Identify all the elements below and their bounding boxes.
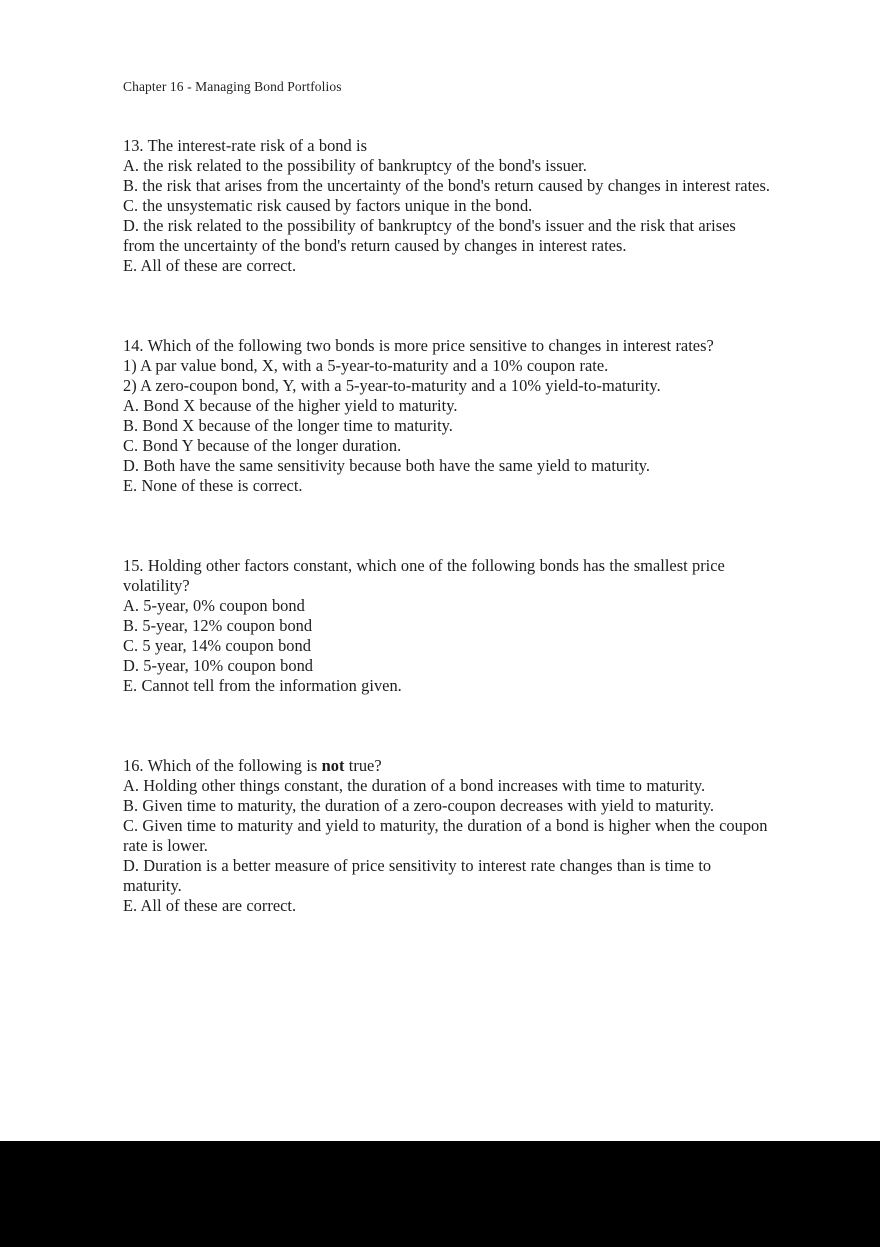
- question-13-option-b: B. the risk that arises from the uncertainty of the bond's return caused by changes in interest rates.: [123, 176, 770, 195]
- question-15-option-d: D. 5-year, 10% coupon bond: [123, 656, 314, 675]
- question-16-option-b: B. Given time to maturity, the duration of a zero-coupon decreases with yield to maturity.: [123, 796, 715, 815]
- question-16-option-d: D. Duration is a better measure of price sensitivity to interest rate changes than is time to maturity.: [123, 856, 712, 895]
- page-header-chapter-title: Chapter 16 - Managing Bond Portfolios: [123, 79, 342, 94]
- question-14-option-d: D. Both have the same sensitivity because both have the same yield to maturity.: [123, 456, 651, 475]
- question-16-stem-after: true?: [344, 756, 382, 775]
- question-block-14: [123, 336, 771, 496]
- question-13-option-c: C. the unsystematic risk caused by factors unique in the bond.: [123, 196, 533, 215]
- question-block-16: [123, 756, 771, 916]
- question-stem-16: [123, 756, 771, 776]
- question-16-option-c: C. Given time to maturity and yield to maturity, the duration of a bond is higher when the coupon rate is lower.: [123, 816, 768, 855]
- question-block-13: [123, 136, 771, 276]
- question-13-option-e: E. All of these are correct.: [123, 256, 297, 275]
- question-14-subitem-1: 1) A par value bond, X, with a 5-year-to-maturity and a 10% coupon rate.: [123, 356, 609, 375]
- question-15-option-b: B. 5-year, 12% coupon bond: [123, 616, 313, 635]
- question-14-subitem-2: 2) A zero-coupon bond, Y, with a 5-year-to-maturity and a 10% yield-to-maturity.: [123, 376, 661, 395]
- question-14-option-b: B. Bond X because of the longer time to maturity.: [123, 416, 453, 435]
- question-14-option-a: A. Bond X because of the higher yield to maturity.: [123, 396, 458, 415]
- question-15-option-c: C. 5 year, 14% coupon bond: [123, 636, 311, 655]
- question-15-option-e: E. Cannot tell from the information given.: [123, 676, 402, 695]
- question-16-stem-emphasis: not: [321, 756, 345, 775]
- question-stem-13: 13. The interest-rate risk of a bond is: [123, 136, 368, 155]
- question-16-option-e: E. All of these are correct.: [123, 896, 297, 915]
- question-14-option-e: E. None of these is correct.: [123, 476, 303, 495]
- questions-container: [123, 136, 771, 916]
- question-15-option-a: A. 5-year, 0% coupon bond: [123, 596, 305, 615]
- question-13-option-a: A. the risk related to the possibility of bankruptcy of the bond's issuer.: [123, 156, 587, 175]
- question-16-stem-before: 16. Which of the following is: [123, 756, 322, 775]
- question-stem-14: 14. Which of the following two bonds is more price sensitive to changes in interest rates?: [123, 336, 714, 355]
- question-block-15: [123, 556, 771, 696]
- question-stem-15: 15. Holding other factors constant, which one of the following bonds has the smallest price volatility?: [123, 556, 725, 595]
- scan-bottom-black-bar: [0, 1141, 880, 1247]
- question-16-option-a: A. Holding other things constant, the duration of a bond increases with time to maturity.: [123, 776, 706, 795]
- question-14-option-c: C. Bond Y because of the longer duration.: [123, 436, 402, 455]
- question-13-option-d: D. the risk related to the possibility of bankruptcy of the bond's issuer and the risk that arises from the uncertainty of the bond's return caused by changes in interest rates.: [123, 216, 736, 255]
